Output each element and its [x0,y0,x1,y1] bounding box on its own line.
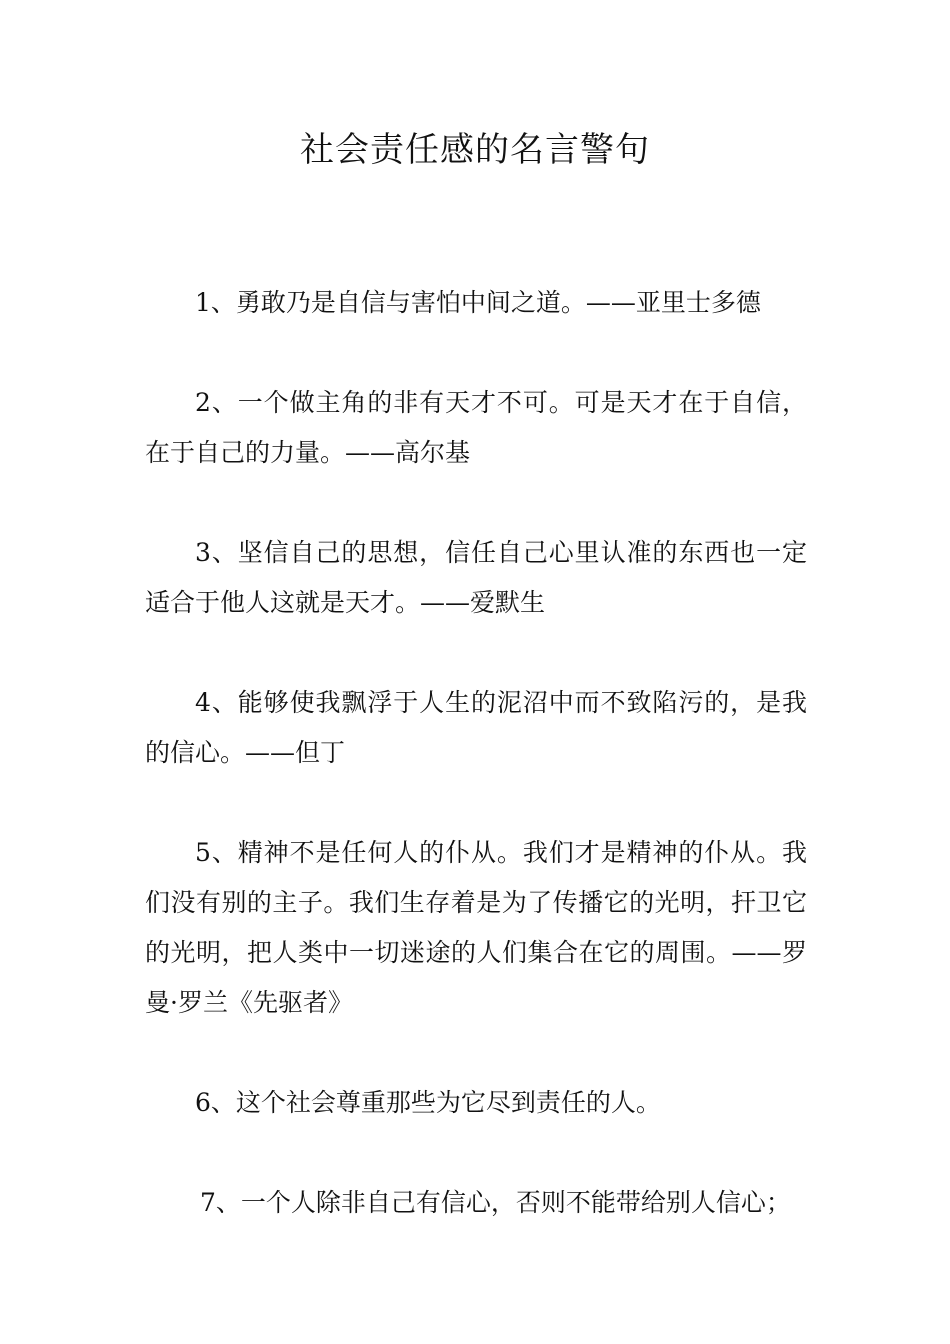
quote-item-2: 2、一个做主角的非有天才不可。可是天才在于自信，在于自己的力量。——高尔基 [145,388,807,467]
quote-item-3: 3、坚信自己的思想，信任自己心里认准的东西也一定适合于他人这就是天才。——爱默生 [145,538,807,617]
quote-item-1: 1、勇敢乃是自信与害怕中间之道。——亚里士多德 [195,288,761,317]
quote-list [145,278,807,1278]
quote-item-4: 4、能够使我飘浮于人生的泥沼中而不致陷污的，是我的信心。——但丁 [145,688,807,767]
quote-item-6: 6、这个社会尊重那些为它尽到责任的人。 [195,1088,661,1117]
page-title: 社会责任感的名言警句 [300,130,650,170]
quote-item-5: 5、精神不是任何人的仆从。我们才是精神的仆从。我们没有别的主子。我们生存着是为了传播它的光明，扞卫它的光明，把人类中一切迷途的人们集合在它的周围。——罗曼·罗兰《先驱者》 [145,838,807,1017]
quote-item-7: 7、一个人除非自己有信心，否则不能带给别人信心； [200,1188,791,1217]
